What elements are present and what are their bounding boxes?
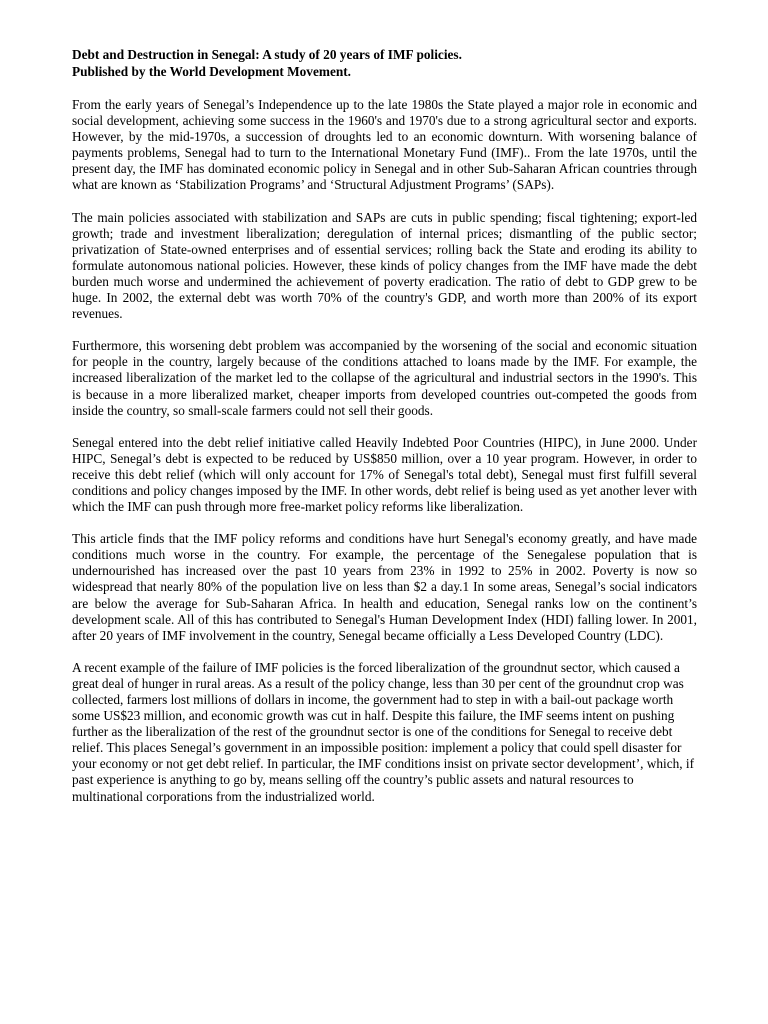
paragraph-4: Senegal entered into the debt relief initiative called Heavily Indebted Poor Countries (HIPC), in June 2000. Under HIPC, Senegal’s debt is expected to be reduced by US$850 million, over a 10 year program. However, in order to receive this debt relief (which will only account for 17% of Senegal's total debt), Senegal must first fulfill several conditions and policy changes imposed by the IMF. In other words, debt relief is being used as yet another lever with which the IMF can push through more free-market policy reforms like liberalization.: [72, 434, 697, 515]
paragraph-1: From the early years of Senegal’s Independence up to the late 1980s the State played a major role in economic and social development, achieving some success in the 1960's and 1970's due to a strong agricultural sector and exports. However, by the mid-1970s, a succession of droughts led to an economic downturn. With worsening balance of payments problems, Senegal had to turn to the International Monetary Fund (IMF).. From the late 1970s, until the present day, the IMF has dominated economic policy in Senegal and in other Sub-Saharan African countries through what are known as ‘Stabilization Programs’ and ‘Structural Adjustment Programs’ (SAPs).: [72, 97, 697, 193]
paragraph-3: Furthermore, this worsening debt problem was accompanied by the worsening of the social and economic situation for people in the country, largely because of the conditions attached to loans made by the IMF. For example, the increased liberalization of the market led to the collapse of the agricultural and industrial sectors in the 1990's. This is because in a more liberalized market, cheaper imports from developed countries out-competed the goods from inside the country, so small-scale farmers could not sell their goods.: [72, 338, 697, 418]
paragraph-5: This article finds that the IMF policy reforms and conditions have hurt Senegal's economy greatly, and have made conditions much worse in the country. For example, the percentage of the Senegalese population that is undernourished has increased over the past 10 years from 23% in 1992 to 25% in 2002. Poverty is now so widespread that nearly 80% of the population live on less than $2 a day.1 In some areas, Senegal’s social indicators are below the average for Sub-Saharan Africa. In health and education, Senegal ranks low on the continent’s development scale. All of this has contributed to Senegal's Human Development Index (HDI) falling lower. In 2001, after 20 years of IMF involvement in the country, Senegal became officially a Less Developed Country (LDC).: [72, 531, 697, 643]
document-heading: [72, 46, 697, 80]
document-subtitle: Published by the World Development Movement.: [72, 64, 351, 79]
paragraph-2: The main policies associated with stabilization and SAPs are cuts in public spending; fiscal tightening; export-led growth; trade and investment liberalization; deregulation of internal prices; dismantling of the public sector; privatization of State-owned enterprises and of essential services; rolling back the State and eroding its ability to formulate autonomous national policies. However, these kinds of policy changes from the IMF have made the debt burden much worse and undermined the achievement of poverty eradication. The ratio of debt to GDP grew to be huge. In 2002, the external debt was worth 70% of the country's GDP, and worth more than 200% of its export revenues.: [72, 209, 697, 322]
document-title: Debt and Destruction in Senegal: A study of 20 years of IMF policies.: [72, 47, 462, 62]
paragraph-6: A recent example of the failure of IMF policies is the forced liberalization of the groundnut sector, which caused a great deal of hunger in rural areas. As a result of the policy change, less than 30 per cent of the groundnut crop was collected, farmers lost millions of dollars in income, the government had to step in with a bail-out package worth some US$23 million, and economic growth was cut in half. Despite this failure, the IMF seems intent on pushing further as the liberalization of the rest of the groundnut sector is one of the conditions for Senegal to receive debt relief. This places Senegal’s government in an impossible position: implement a policy that could spell disaster for your economy or not get debt relief. In particular, the IMF conditions insist on private sector development’, which, if past experience is anything to go by, means selling off the country’s public assets and natural resources to multinational corporations from the industrialized world.: [72, 659, 695, 804]
document-page: [72, 46, 697, 805]
